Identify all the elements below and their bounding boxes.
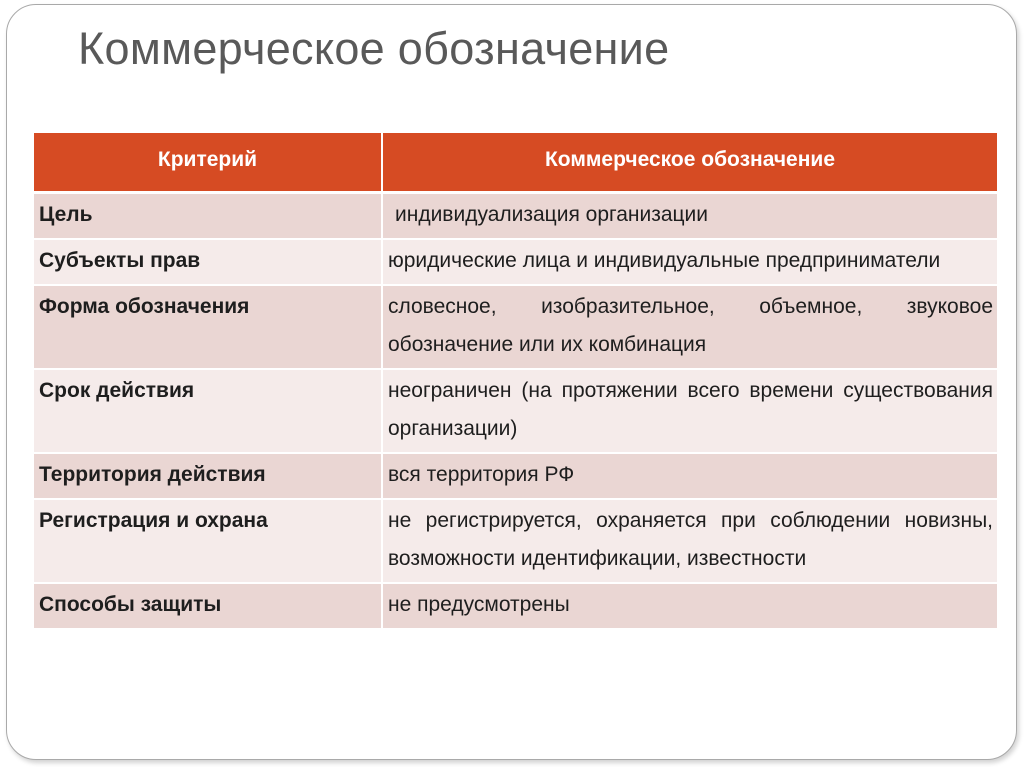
table-row xyxy=(34,239,997,285)
table-row xyxy=(34,583,997,629)
slide-title: Коммерческое обозначение xyxy=(78,23,670,74)
value-cell: вся территория РФ xyxy=(382,453,997,499)
value-cell: не предусмотрены xyxy=(382,583,997,629)
table-row xyxy=(34,453,997,499)
criterion-cell: Форма обозначения xyxy=(34,285,382,369)
table-row xyxy=(34,499,997,583)
value-cell: не регистрируется, охраняется при соблюдении новизны, возможности идентификации, известности xyxy=(382,499,997,583)
criterion-cell: Субъекты прав xyxy=(34,239,382,285)
value-cell: неограничен (на протяжении всего времени существования организации) xyxy=(382,369,997,453)
table-row xyxy=(34,369,997,453)
criterion-cell: Цель xyxy=(34,193,382,240)
criterion-cell: Срок действия xyxy=(34,369,382,453)
table-row xyxy=(34,193,997,240)
comparison-table xyxy=(34,133,997,630)
value-cell: юридические лица и индивидуальные предприниматели xyxy=(382,239,997,285)
criterion-cell: Регистрация и охрана xyxy=(34,499,382,583)
criterion-cell: Способы защиты xyxy=(34,583,382,629)
header-criterion: Критерий xyxy=(34,133,382,193)
criterion-cell: Территория действия xyxy=(34,453,382,499)
table-header-row xyxy=(34,133,997,193)
header-commercial-designation: Коммерческое обозначение xyxy=(382,133,997,193)
value-cell: словесное, изобразительное, объемное, звуковое обозначение или их комбинация xyxy=(382,285,997,369)
value-cell: индивидуализация организации xyxy=(382,193,997,240)
table-row xyxy=(34,285,997,369)
